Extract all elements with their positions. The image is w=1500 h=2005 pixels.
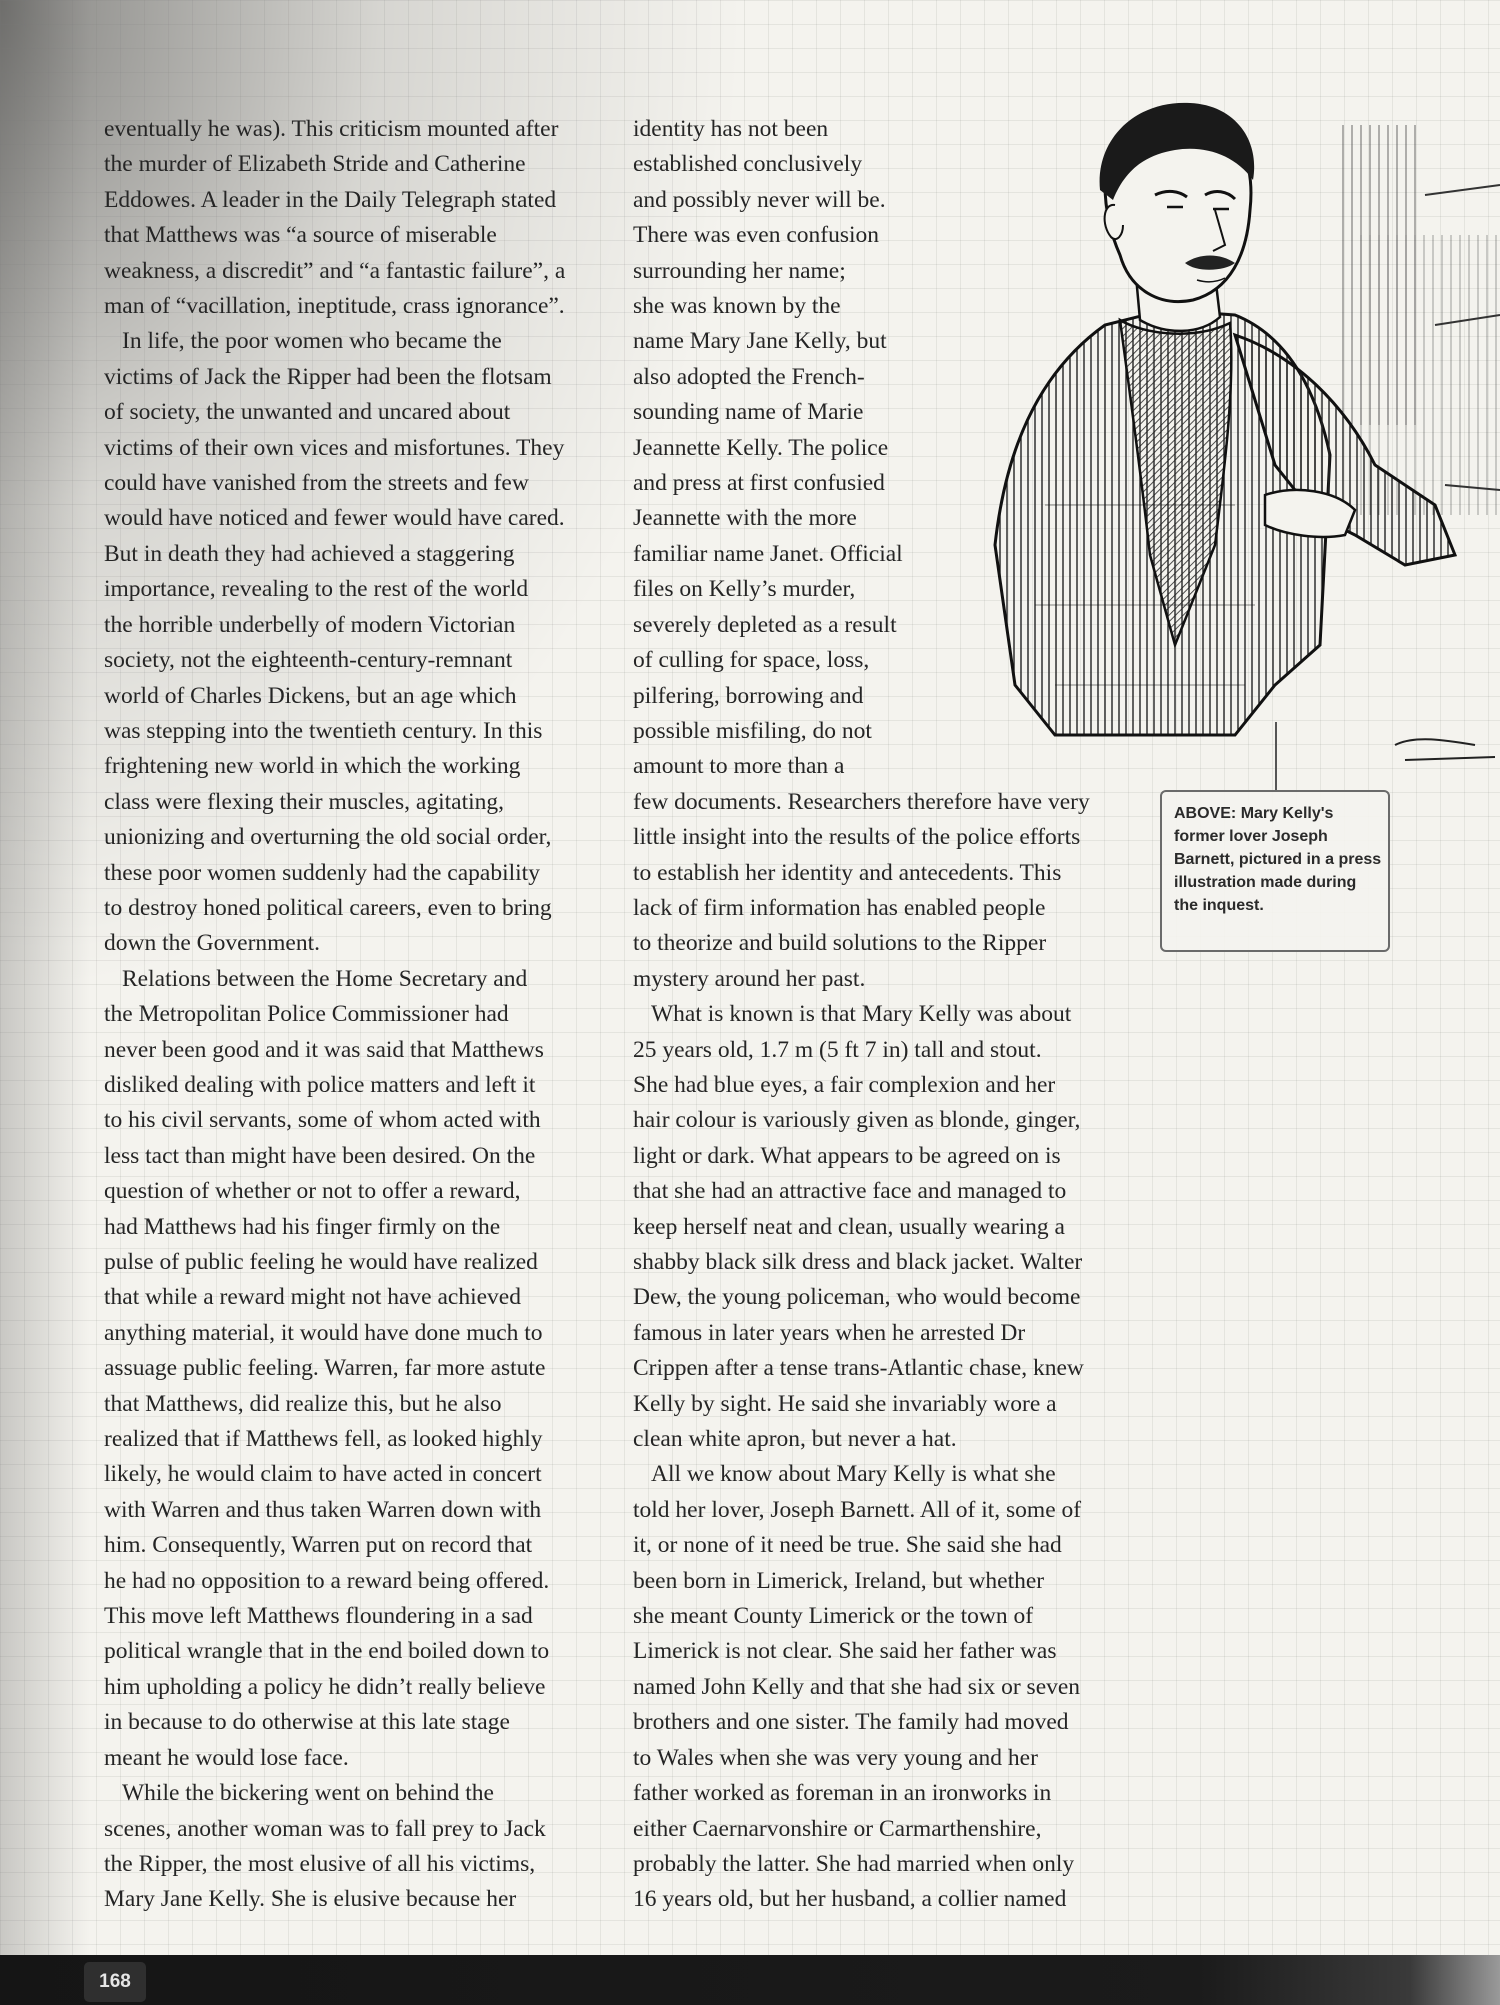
text-line: class were flexing their muscles, agitating, — [104, 788, 505, 815]
text-line: sounding name of Marie — [633, 399, 864, 426]
text-line: that Matthews was “a source of miserable — [104, 222, 497, 249]
text-line: She had blue eyes, a fair complexion and her — [633, 1071, 1056, 1098]
text-line: probably the latter. She had married when only — [633, 1850, 1075, 1877]
text-line: files on Kelly’s murder, — [633, 576, 856, 603]
text-line: mystery around her past. — [633, 965, 866, 992]
caption-line: Barnett, pictured in a press — [1174, 851, 1382, 868]
text-line: amount to more than a — [633, 753, 845, 780]
paragraph — [104, 1776, 624, 1918]
text-line: unionizing and overturning the old social order, — [104, 824, 552, 851]
text-line: Eddowes. A leader in the Daily Telegraph stated — [104, 186, 557, 213]
text-line: Dew, the young policeman, who would become — [633, 1284, 1081, 1311]
text-line: identity has not been — [633, 116, 829, 142]
text-line: shabby black silk dress and black jacket. Walter — [633, 1249, 1083, 1275]
text-line: light or dark. What appears to be agreed on is — [633, 1142, 1061, 1169]
text-line: pilfering, borrowing and — [633, 682, 864, 709]
caption-line: illustration made during — [1174, 874, 1357, 891]
text-line: in because to do otherwise at this late stage — [104, 1709, 510, 1736]
text-line: been born in Limerick, Ireland, but whether — [633, 1567, 1045, 1594]
text-line: it, or none of it need be true. She said she had — [633, 1532, 1062, 1559]
text-line: world of Charles Dickens, but an age which — [104, 682, 517, 709]
text-line: told her lover, Joseph Barnett. All of it, some of — [633, 1496, 1082, 1523]
text-line: disliked dealing with police matters and left it — [104, 1071, 536, 1098]
text-line: realized that if Matthews fell, as looked highly — [104, 1426, 543, 1453]
text-line: of culling for space, loss, — [633, 647, 870, 674]
text-line: either Caernarvonshire or Carmarthenshire, — [633, 1815, 1042, 1842]
text-line: anything material, it would have done much to — [104, 1319, 543, 1346]
left-text-column — [104, 112, 624, 1918]
text-line: less tact than might have been desired. On the — [104, 1142, 536, 1169]
text-line: was stepping into the twentieth century. In this — [104, 717, 543, 744]
caption-connector-line — [1275, 722, 1277, 792]
text-line: and press at first confusied — [633, 470, 885, 497]
text-line: political wrangle that in the end boiled down to — [104, 1638, 550, 1665]
text-line: that while a reward might not have achieved — [104, 1284, 521, 1311]
text-line: question of whether or not to offer a reward, — [104, 1178, 521, 1205]
text-line: famous in later years when he arrested Dr — [633, 1319, 1026, 1346]
text-line: All we know about Mary Kelly is what she — [651, 1461, 1056, 1488]
text-line: lack of firm information has enabled people — [633, 894, 1046, 921]
text-line: In life, the poor women who became the — [122, 328, 502, 355]
text-line: What is known is that Mary Kelly was about — [651, 1001, 1072, 1028]
text-line: pulse of public feeling he would have realized — [104, 1249, 538, 1275]
caption-line: ABOVE: Mary Kelly's — [1174, 805, 1334, 822]
text-line: familiar name Janet. Official — [633, 540, 903, 567]
text-line: would have noticed and fewer would have cared. — [104, 505, 565, 532]
text-line: surrounding her name; — [633, 257, 846, 284]
text-line: down the Government. — [104, 930, 321, 957]
text-line: There was even confusion — [633, 222, 880, 249]
text-line: man of “vacillation, ineptitude, crass ignorance”. — [104, 293, 565, 320]
joseph-barnett-illustration — [935, 85, 1500, 805]
paragraph — [104, 324, 624, 961]
text-line: eventually he was). This criticism mounted after — [104, 116, 559, 142]
text-line: the Metropolitan Police Commissioner had — [104, 1001, 509, 1028]
caption-line: former lover Joseph — [1174, 828, 1328, 845]
text-line: to establish her identity and antecedents. This — [633, 859, 1062, 886]
text-line: little insight into the results of the police efforts — [633, 824, 1081, 851]
text-line: Jeannette with the more — [633, 505, 857, 532]
text-line: likely, he would claim to have acted in concert — [104, 1461, 542, 1488]
text-line: Jeannette Kelly. The police — [633, 434, 889, 461]
text-line: severely depleted as a result — [633, 611, 897, 638]
text-line: that she had an attractive face and managed to — [633, 1178, 1067, 1205]
text-line: 25 years old, 1.7 m (5 ft 7 in) tall and stout. — [633, 1036, 1042, 1063]
text-line: to theorize and build solutions to the Ripper — [633, 930, 1047, 957]
paragraph — [633, 997, 1133, 1457]
caption-label: ABOVE: — [1174, 805, 1237, 822]
text-line: the horrible underbelly of modern Victorian — [104, 611, 516, 638]
text-line: weakness, a discredit” and “a fantastic failure”, a — [104, 257, 566, 284]
text-line: established conclusively — [633, 151, 863, 178]
text-line: scenes, another woman was to fall prey to Jack — [104, 1815, 546, 1842]
text-line: with Warren and thus taken Warren down with — [104, 1496, 542, 1523]
text-line: to Wales when she was very young and her — [633, 1744, 1038, 1771]
page-number: 168 — [84, 1962, 146, 2002]
text-line: frightening new world in which the working — [104, 753, 521, 780]
text-line: also adopted the French- — [633, 363, 865, 390]
text-line: victims of their own vices and misfortunes. They — [104, 434, 565, 461]
text-line: brothers and one sister. The family had moved — [633, 1709, 1069, 1736]
text-line: father worked as foreman in an ironworks in — [633, 1780, 1052, 1807]
text-line: Mary Jane Kelly. She is elusive because her — [104, 1886, 517, 1913]
image-caption — [1160, 790, 1390, 952]
text-line: possible misfiling, do not — [633, 717, 872, 744]
text-line: 16 years old, but her husband, a collier named — [633, 1886, 1067, 1913]
text-line: named John Kelly and that she had six or seven — [633, 1673, 1081, 1700]
text-line: she was known by the — [633, 293, 841, 320]
text-line: importance, revealing to the rest of the world — [104, 576, 529, 603]
text-line: never been good and it was said that Matthews — [104, 1036, 544, 1063]
text-line: Limerick is not clear. She said her father was — [633, 1638, 1057, 1665]
text-line: that Matthews, did realize this, but he also — [104, 1390, 502, 1417]
text-line: But in death they had achieved a staggering — [104, 540, 515, 567]
text-line: him. Consequently, Warren put on record that — [104, 1532, 533, 1559]
text-line: of society, the unwanted and uncared about — [104, 399, 511, 426]
text-line: While the bickering went on behind the — [122, 1780, 494, 1807]
text-line: he had no opposition to a reward being offered. — [104, 1567, 550, 1594]
text-line: had Matthews had his finger firmly on the — [104, 1213, 501, 1240]
text-line: assuage public feeling. Warren, far more astute — [104, 1355, 546, 1382]
text-line: to destroy honed political careers, even to bring — [104, 894, 552, 921]
text-line: few documents. Researchers therefore have very — [633, 788, 1090, 815]
footer-bar — [0, 1955, 1500, 2005]
text-line: Relations between the Home Secretary and — [122, 965, 528, 992]
text-line: hair colour is variously given as blonde, ginger, — [633, 1107, 1081, 1134]
paragraph — [104, 112, 624, 324]
text-line: Kelly by sight. He said she invariably wore a — [633, 1390, 1057, 1417]
text-line: she meant County Limerick or the town of — [633, 1603, 1034, 1630]
text-line: Crippen after a tense trans-Atlantic chase, knew — [633, 1355, 1084, 1382]
text-line: society, not the eighteenth-century-remnant — [104, 647, 513, 674]
text-line: This move left Matthews floundering in a sad — [104, 1603, 533, 1630]
text-line: could have vanished from the streets and few — [104, 470, 529, 497]
text-line: meant he would lose face. — [104, 1744, 349, 1771]
caption-line: the inquest. — [1174, 897, 1264, 914]
text-line: name Mary Jane Kelly, but — [633, 328, 887, 355]
text-line: the Ripper, the most elusive of all his victims, — [104, 1850, 536, 1877]
text-line: victims of Jack the Ripper had been the flotsam — [104, 363, 552, 390]
text-line: these poor women suddenly had the capability — [104, 859, 540, 886]
text-line: the murder of Elizabeth Stride and Catherine — [104, 151, 526, 178]
text-line: clean white apron, but never a hat. — [633, 1426, 957, 1453]
paragraph — [104, 962, 624, 1776]
text-line: to his civil servants, some of whom acted with — [104, 1107, 541, 1134]
paragraph — [633, 1457, 1133, 1917]
text-line: and possibly never will be. — [633, 186, 886, 213]
text-line: him upholding a policy he didn’t really believe — [104, 1673, 546, 1700]
text-line: keep herself neat and clean, usually wearing a — [633, 1213, 1065, 1240]
